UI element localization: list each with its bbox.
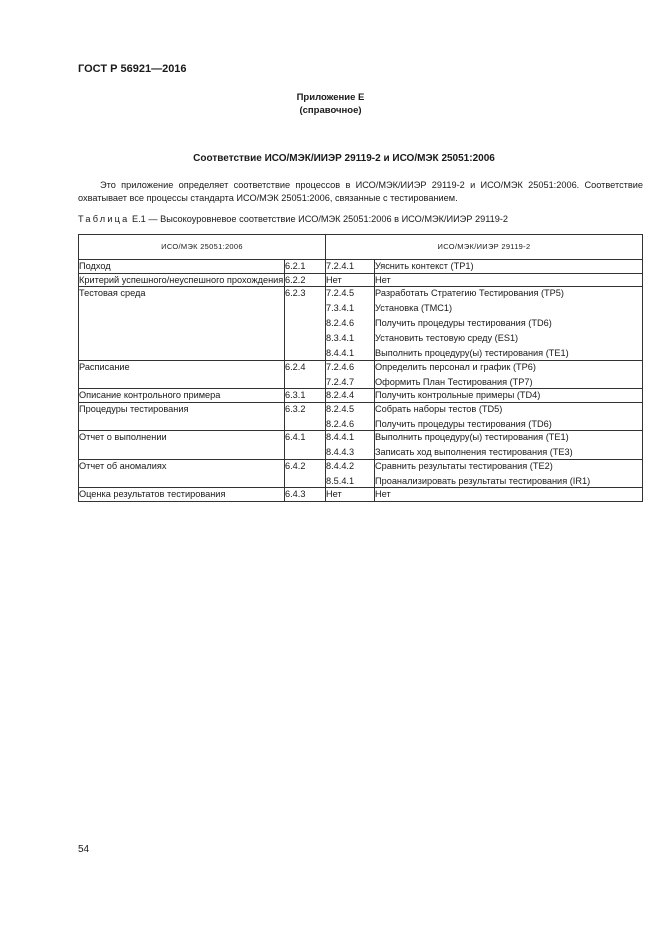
- ref-number: 7.2.4.1: [326, 261, 355, 271]
- ref-number: 8.2.4.4: [326, 390, 355, 400]
- action-text: Получить процедуры тестирования (TD6): [375, 318, 552, 328]
- table-row: [79, 488, 643, 502]
- row-refs: [326, 287, 375, 361]
- row-actions: [375, 389, 643, 403]
- ref-number: 8.2.4.5: [326, 403, 355, 414]
- action-text: Получить контрольные примеры (TD4): [375, 390, 541, 400]
- row-actions: [375, 260, 643, 274]
- action-text: Разработать Стратегию Тестирования (TP5): [375, 288, 564, 298]
- ref-number: 8.2.4.6: [326, 418, 355, 429]
- action-text: Записать ход выполнения тестирования (ТЕ3): [375, 447, 573, 457]
- action-text: Выполнить процедуру(ы) тестирования (ТЕ1): [375, 348, 569, 358]
- row-clause: 6.4.2: [285, 459, 326, 488]
- row-refs: [326, 459, 375, 488]
- row-refs: [326, 402, 375, 431]
- table-caption-label: Таблица: [78, 214, 130, 224]
- action-text: Проанализировать результаты тестирования (IR1): [375, 475, 591, 486]
- row-item: Оценка результатов тестирования: [79, 488, 285, 502]
- appendix-title: Приложение Е: [296, 92, 365, 103]
- action-text: Сравнить результаты тестирования (ТЕ2): [375, 460, 553, 471]
- row-clause: 6.3.1: [285, 389, 326, 403]
- action-text: Установить тестовую среду (ES1): [375, 333, 519, 343]
- row-clause: 6.3.2: [285, 402, 326, 431]
- action-text: Нет: [375, 489, 391, 499]
- ref-number: 8.4.4.3: [326, 447, 355, 457]
- action-text: Определить персонал и график (ТР6): [375, 361, 536, 372]
- page-number: 54: [78, 844, 90, 855]
- row-refs: [326, 360, 375, 389]
- action-text: Выполнить процедуру(ы) тестирования (ТЕ1): [375, 432, 569, 442]
- row-item: Отчет о выполнении: [79, 431, 285, 460]
- appendix-heading: [0, 91, 661, 117]
- header-iso-25051: ИСО/МЭК 25051:2006: [79, 235, 326, 260]
- row-actions: [375, 431, 643, 460]
- row-clause: 6.2.4: [285, 360, 326, 389]
- row-item: Расписание: [79, 360, 285, 389]
- row-item: Отчет об аномалиях: [79, 459, 285, 488]
- table-caption: [78, 214, 508, 224]
- ref-number: 8.4.4.1: [326, 348, 355, 358]
- document-code: ГОСТ Р 56921—2016: [78, 63, 187, 75]
- row-item: Критерий успешного/неуспешного прохождения: [79, 274, 284, 285]
- row-item: Тестовая среда: [79, 287, 285, 361]
- action-text: Собрать наборы тестов (TD5): [375, 403, 503, 414]
- mapping-table: [78, 234, 643, 502]
- ref-number: 8.3.4.1: [326, 333, 355, 343]
- row-actions: [375, 459, 643, 488]
- table-body: [79, 260, 643, 502]
- ref-number: 8.4.4.2: [326, 460, 355, 471]
- header-iso-29119: ИСО/МЭК/ИИЭР 29119-2: [326, 235, 643, 260]
- table-header-row: [79, 235, 643, 260]
- intro-paragraph: Это приложение определяет соответствие процессов в ИСО/МЭК/ИИЭР 29119-2 и ИСО/МЭК 25051:2006. Соответствие охватывает все процессы стандарта ИСО/МЭК 25051:2006, связанные с тестированием.: [78, 180, 643, 203]
- row-clause: 6.2.2: [285, 273, 326, 287]
- table-row: [79, 389, 643, 403]
- table-row: [79, 273, 643, 287]
- row-item: Процедуры тестирования: [79, 402, 285, 431]
- row-actions: [375, 402, 643, 431]
- row-refs: [326, 389, 375, 403]
- row-clause: 6.2.3: [285, 287, 326, 361]
- row-clause: 6.4.3: [285, 488, 326, 502]
- row-refs: [326, 488, 375, 502]
- row-actions: [375, 273, 643, 287]
- ref-number: 8.5.4.1: [326, 475, 355, 486]
- row-clause: 6.2.1: [285, 260, 326, 274]
- appendix-type: (справочное): [299, 105, 362, 116]
- table-row: [79, 360, 643, 389]
- ref-number: 7.2.4.5: [326, 288, 355, 298]
- action-text: Получить процедуры тестирования (TD6): [375, 418, 552, 429]
- table-caption-text: Е.1 — Высокоуровневое соответствие ИСО/МЭК 25051:2006 в ИСО/МЭК/ИИЭР 29119-2: [132, 214, 509, 224]
- table-row: [79, 260, 643, 274]
- row-item: Описание контрольного примера: [79, 389, 285, 403]
- row-actions: [375, 360, 643, 389]
- row-refs: [326, 260, 375, 274]
- action-text: Уяснить контекст (TP1): [375, 261, 474, 271]
- action-text: Установка (ТМС1): [375, 303, 453, 313]
- section-title: Соответствие ИСО/МЭК/ИИЭР 29119-2 и ИСО/МЭК 25051:2006: [193, 153, 495, 164]
- ref-number: 8.4.4.1: [326, 432, 355, 442]
- table-row: [79, 431, 643, 460]
- row-refs: [326, 431, 375, 460]
- action-text: Оформить План Тестирования (ТР7): [375, 376, 533, 387]
- row-refs: [326, 273, 375, 287]
- row-actions: [375, 488, 643, 502]
- row-actions: [375, 287, 643, 361]
- table-row: [79, 402, 643, 431]
- action-text: Нет: [375, 274, 391, 285]
- ref-number: 7.2.4.6: [326, 361, 355, 372]
- ref-number: 8.2.4.6: [326, 318, 355, 328]
- ref-number: 7.2.4.7: [326, 376, 355, 387]
- ref-number: 7.3.4.1: [326, 303, 355, 313]
- row-item: Подход: [79, 260, 285, 274]
- row-clause: 6.4.1: [285, 431, 326, 460]
- ref-number: Нет: [326, 489, 342, 499]
- table-row: [79, 287, 643, 361]
- table-row: [79, 459, 643, 488]
- ref-number: Нет: [326, 274, 342, 285]
